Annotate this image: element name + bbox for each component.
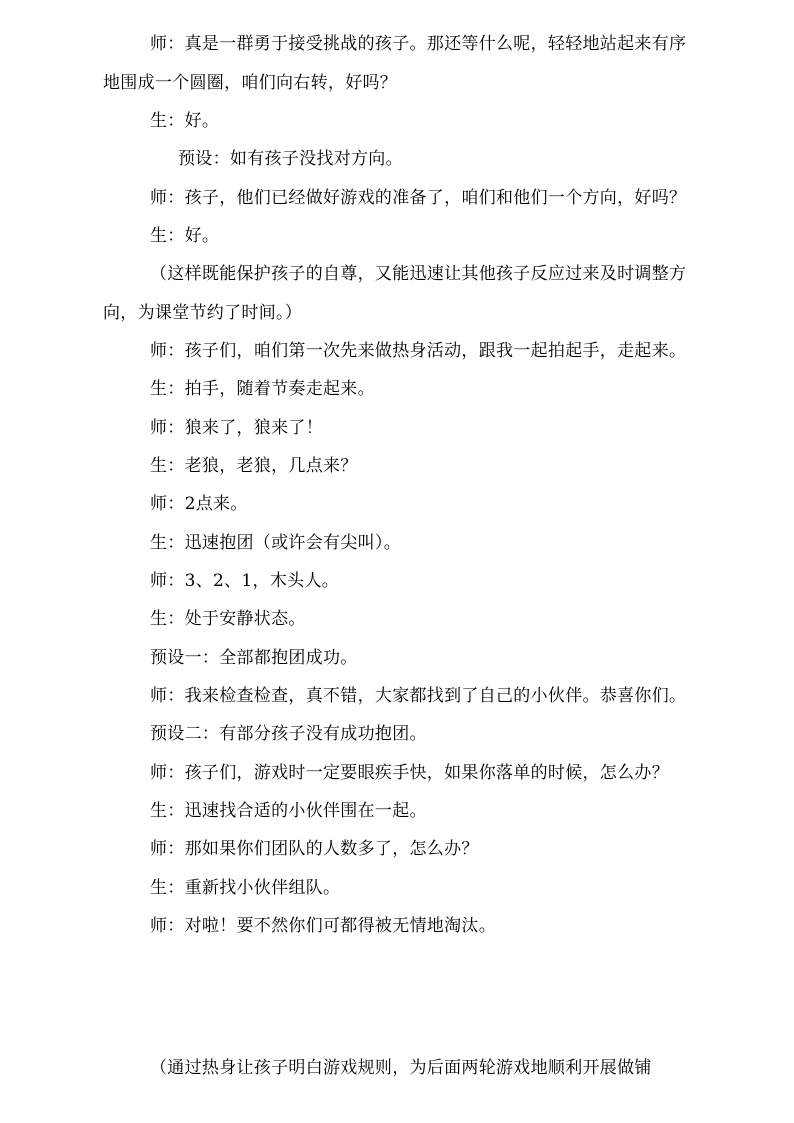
paragraph-line: 师：孩子，他们已经做好游戏的准备了，咱们和他们一个方向，好吗？ bbox=[150, 188, 687, 208]
paragraph-line: 生：好。 bbox=[150, 226, 220, 246]
paragraph-line: 向，为课堂节约了时间。） bbox=[103, 303, 303, 323]
paragraph-line: 师：3、2、1，木头人。 bbox=[150, 571, 340, 591]
paragraph-line: 师：我来检查检查，真不错，大家都找到了自己的小伙伴。恭喜你们。 bbox=[150, 686, 687, 706]
paragraph-line: 生：好。 bbox=[150, 111, 220, 131]
paragraph-line: 师：孩子们，咱们第一次先来做热身活动，跟我一起拍起手，走起来。 bbox=[150, 341, 687, 361]
paragraph-line: 师：对啦！要不然你们可都得被无情地淘汰。 bbox=[150, 916, 496, 936]
paragraph-line: 师：狼来了，狼来了！ bbox=[150, 418, 323, 438]
paragraph-line: 生：老狼，老狼，几点来？ bbox=[150, 456, 358, 476]
paragraph-line: 预设二：有部分孩子没有成功抱团。 bbox=[150, 724, 427, 744]
paragraph-line: 生：拍手，随着节奏走起来。 bbox=[150, 379, 375, 399]
paragraph-line: 生：迅速找合适的小伙伴围在一起。 bbox=[150, 801, 427, 821]
paragraph-line: （这样既能保护孩子的自尊，又能迅速让其他孩子反应过来及时调整方 bbox=[150, 264, 687, 284]
paragraph-line: 生：处于安静状态。 bbox=[150, 609, 306, 629]
paragraph-line: 预设：如有孩子没找对方向。 bbox=[178, 149, 403, 169]
paragraph-line: 师：孩子们，游戏时一定要眼疾手快，如果你落单的时候，怎么办？ bbox=[150, 763, 669, 783]
paragraph-line: 师：那如果你们团队的人数多了，怎么办？ bbox=[150, 839, 479, 859]
paragraph-line: （通过热身让孩子明白游戏规则，为后面两轮游戏地顺利开展做铺 bbox=[150, 1058, 652, 1078]
paragraph-line: 生：迅速抱团（或许会有尖叫）。 bbox=[150, 533, 401, 553]
paragraph-line: 生：重新找小伙伴组队。 bbox=[150, 878, 341, 898]
paragraph-line: 地围成一个圆圈，咱们向右转，好吗？ bbox=[103, 73, 398, 93]
paragraph-line: 师：真是一群勇于接受挑战的孩子。那还等什么呢，轻轻地站起来有序 bbox=[150, 34, 687, 54]
paragraph-line: 师：2点来。 bbox=[150, 494, 248, 514]
paragraph-line: 预设一：全部都抱团成功。 bbox=[150, 648, 358, 668]
